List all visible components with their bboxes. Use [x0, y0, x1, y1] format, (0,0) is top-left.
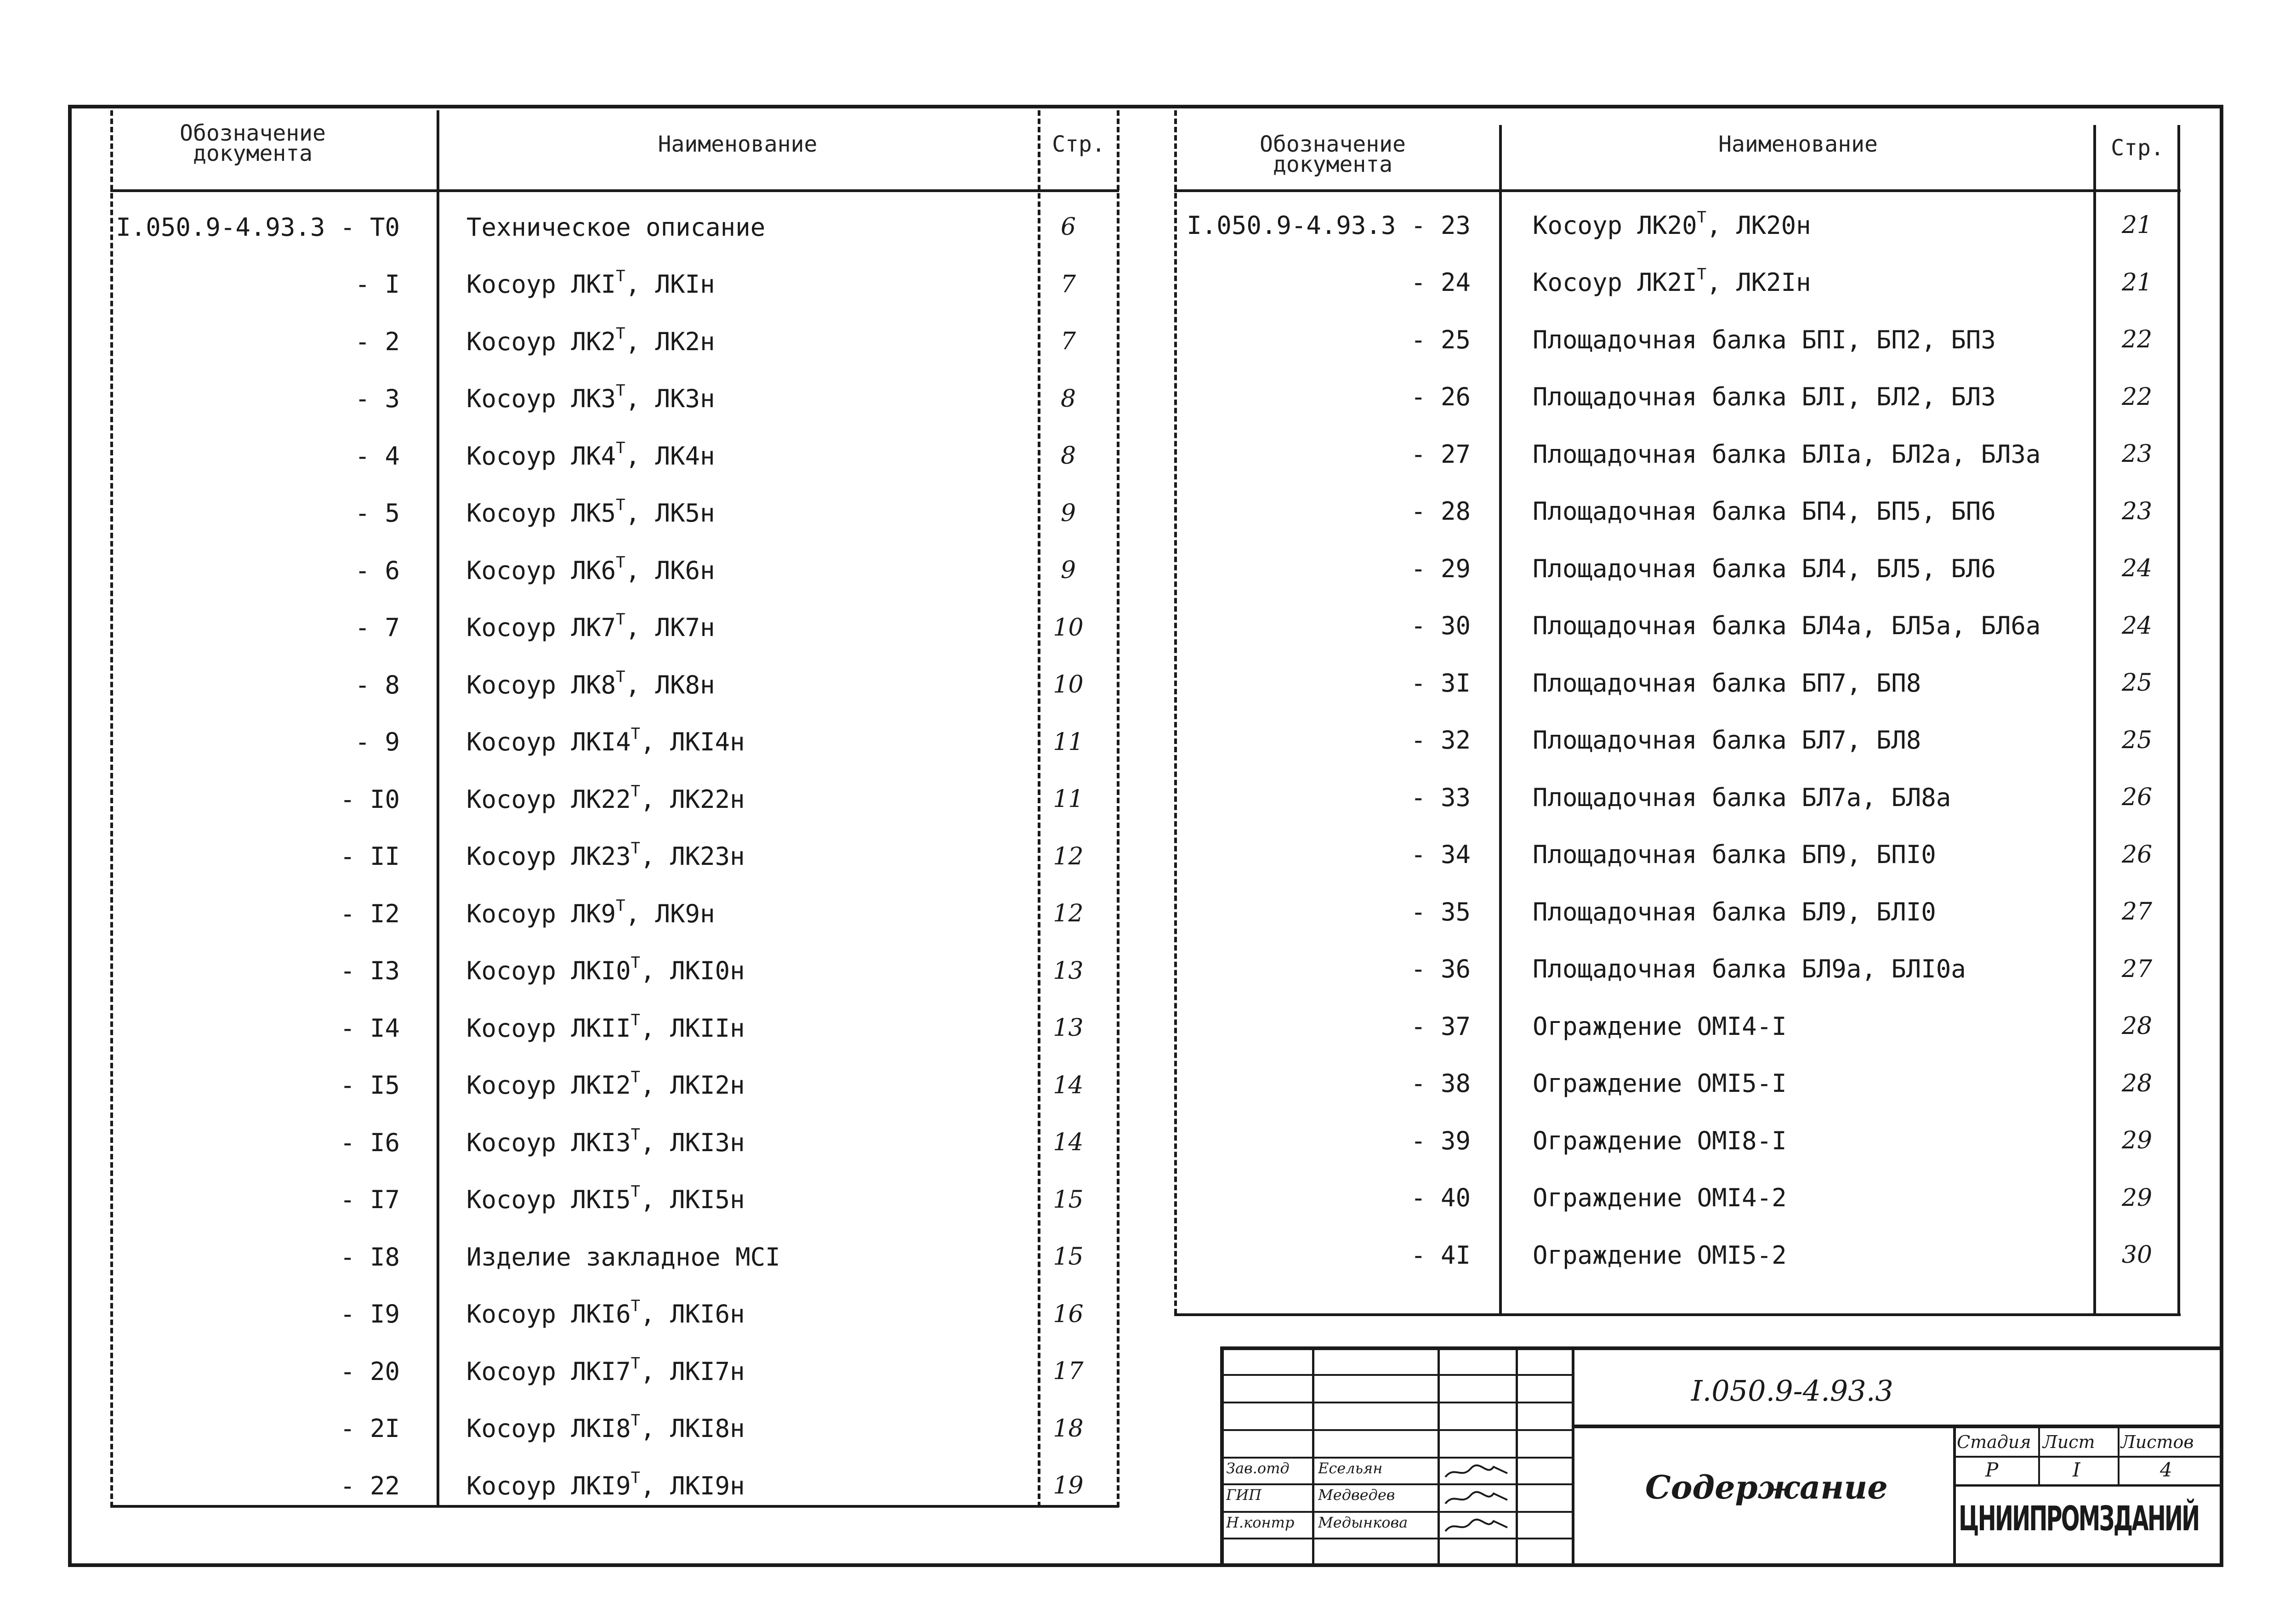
row-name-main: Косоур ЛК20 — [1533, 210, 1697, 240]
stamp-title: Содержание — [1645, 1468, 1888, 1506]
outer-frame-top — [68, 105, 2223, 108]
stamp-doc-code: I.050.9-4.93.3 — [1691, 1374, 1893, 1408]
row-code: I.050.9-4.93.3 - T0 — [116, 212, 400, 242]
row-page: 19 — [1053, 1472, 1084, 1499]
row-name — [1533, 1069, 1787, 1098]
table-row — [0, 826, 2290, 883]
row-name-main: Площадочная балка БЛ9а, БЛI0а — [1533, 954, 1966, 983]
right-header-underline — [1174, 189, 2181, 192]
row-page: 21 — [2121, 211, 2153, 239]
row-page: 28 — [2121, 1012, 2153, 1040]
row-page: 30 — [2121, 1241, 2153, 1269]
row-code: - II — [340, 842, 400, 871]
table-row — [0, 254, 2290, 311]
row-code: - 30 — [1410, 611, 1471, 640]
row-name-main: Косоур ЛК7 — [466, 613, 616, 642]
row-page: 26 — [2121, 784, 2153, 811]
row-code: - 22 — [340, 1471, 400, 1500]
row-name-main: Площадочная балка БЛ7а, БЛ8а — [1533, 783, 1951, 812]
row-name-main: Площадочная балка БЛ4, БЛ5, БЛ6 — [1533, 554, 1996, 583]
row-page: 29 — [2121, 1184, 2153, 1212]
row-page: 13 — [1053, 1014, 1084, 1042]
table-row — [0, 1112, 2290, 1169]
row-page: 10 — [1053, 613, 1084, 642]
row-code: - 8 — [355, 670, 400, 699]
stamp-grid-v2 — [1438, 1346, 1440, 1566]
row-name — [1533, 1183, 1787, 1212]
row-name-main: Ограждение ОМI5-I — [1533, 1069, 1787, 1098]
row-name — [1533, 897, 1936, 926]
signature-name: Медынкова — [1318, 1514, 1408, 1531]
table-row — [0, 998, 2290, 1055]
row-page: 11 — [1053, 785, 1084, 813]
row-name-tail: , ЛК6н — [625, 556, 715, 585]
row-code: - I2 — [340, 899, 400, 928]
table-row — [0, 1343, 2290, 1400]
row-name-main: Косоур ЛКI7 — [466, 1357, 631, 1386]
table-row — [0, 197, 2290, 254]
row-name-superscript: Т — [1697, 208, 1707, 227]
row-name-tail: , ЛКI7н — [640, 1357, 745, 1386]
stamp-grid-h5 — [1220, 1483, 1574, 1485]
row-page: 18 — [1053, 1414, 1084, 1442]
row-code: - 7 — [355, 613, 400, 642]
row-code: - 9 — [355, 727, 400, 756]
row-name-tail: , ЛК2Iн — [1706, 268, 1811, 297]
row-name — [1533, 726, 1921, 755]
row-name-superscript: Т — [616, 896, 625, 915]
row-name-tail: , ЛКI0н — [640, 956, 745, 985]
row-name-superscript: Т — [631, 1068, 641, 1086]
row-name — [1533, 325, 1996, 354]
row-name-tail: , ЛКI4н — [640, 727, 745, 756]
row-name-main: Площадочная балка БП7, БП8 — [1533, 668, 1921, 698]
row-name — [1533, 440, 2040, 469]
row-name-main: Косоур ЛК4 — [466, 441, 616, 471]
table-row — [0, 941, 2290, 998]
row-name-tail: , ЛК4н — [625, 441, 715, 471]
row-name-tail: , ЛКI5н — [640, 1185, 745, 1214]
row-name — [1533, 1126, 1787, 1155]
stamp-grid-h2 — [1220, 1402, 1574, 1403]
row-code: - 27 — [1410, 439, 1471, 469]
row-code: - 26 — [1410, 382, 1471, 411]
row-code: - 36 — [1410, 954, 1471, 983]
row-name-main: Косоур ЛК3 — [466, 384, 616, 413]
row-name-tail: , ЛК2н — [625, 327, 715, 356]
row-name-main: Косоур ЛКI8 — [466, 1414, 631, 1443]
signature-mark-icon — [1443, 1490, 1512, 1506]
stamp-grid-h4 — [1220, 1457, 1574, 1459]
row-page: 13 — [1053, 957, 1084, 985]
row-name-main: Косоур ЛКI3 — [466, 1128, 631, 1157]
row-code: - I5 — [340, 1071, 400, 1100]
row-page: 9 — [1060, 499, 1076, 527]
row-code: - 28 — [1410, 497, 1471, 526]
row-name — [1533, 554, 1996, 583]
table-row — [0, 883, 2290, 940]
row-name-main: Косоур ЛКI9 — [466, 1471, 631, 1500]
row-name-superscript: Т — [631, 1125, 641, 1144]
row-name-tail: , ЛК9н — [625, 899, 715, 928]
table-row — [0, 1400, 2290, 1457]
row-name-main: Площадочная балка БЛ4а, БЛ5а, БЛ6а — [1533, 611, 2041, 640]
row-code: - 38 — [1410, 1069, 1471, 1098]
row-name — [1533, 1241, 1787, 1270]
row-name — [466, 1354, 745, 1386]
row-name-main: Косоур ЛК6 — [466, 556, 616, 585]
row-name-superscript: Т — [616, 324, 625, 343]
row-page: 15 — [1053, 1243, 1084, 1271]
row-code: - 32 — [1410, 726, 1471, 755]
row-name-tail: , ЛКIIн — [640, 1013, 745, 1043]
signature-mark-icon — [1443, 1463, 1512, 1480]
stamp-sheets: 4 — [2160, 1459, 2172, 1481]
row-name-main: Площадочная балка БПI, БП2, БП3 — [1533, 325, 1996, 354]
row-name-superscript: Т — [616, 610, 625, 629]
row-page: 7 — [1060, 270, 1076, 298]
right-header-page: Стр. — [2111, 135, 2164, 161]
row-page: 27 — [2121, 898, 2153, 926]
signature-role: ГИП — [1226, 1486, 1261, 1504]
row-code: - 37 — [1410, 1011, 1471, 1041]
row-name-superscript: Т — [631, 1011, 641, 1029]
stamp-grid-h7 — [1220, 1538, 1574, 1539]
row-name — [1533, 611, 2040, 640]
row-name — [1533, 497, 1996, 526]
row-code: - 24 — [1410, 268, 1471, 297]
row-name-main: Косоур ЛКI2 — [466, 1071, 631, 1100]
row-name-main: Ограждение ОМI4-2 — [1533, 1183, 1787, 1212]
row-name — [1533, 265, 1811, 297]
row-name-main: Площадочная балка БП4, БП5, БП6 — [1533, 497, 1996, 526]
row-name-superscript: Т — [631, 1411, 641, 1430]
row-page: 8 — [1060, 442, 1076, 470]
row-name-tail: , ЛКI9н — [640, 1471, 745, 1500]
row-name-tail: , ЛК5н — [625, 499, 715, 528]
row-name-superscript: Т — [631, 954, 641, 972]
row-name — [1533, 783, 1951, 812]
row-code: - I0 — [340, 784, 400, 814]
row-code: - 35 — [1410, 897, 1471, 926]
row-code: - I9 — [340, 1300, 400, 1329]
row-name-main: Косоур ЛК23 — [466, 842, 631, 871]
stamp-info-v1 — [2038, 1425, 2040, 1485]
stamp-title-divider — [1953, 1425, 1956, 1566]
right-header-name: Наименование — [1718, 131, 1878, 157]
row-page: 23 — [2121, 440, 2153, 468]
row-name-tail: , ЛК8н — [625, 670, 715, 699]
row-page: 12 — [1053, 842, 1084, 870]
row-name-main: Косоур ЛК2I — [1533, 268, 1697, 297]
row-name-superscript: Т — [631, 1297, 641, 1315]
stamp-code-divider — [1572, 1425, 2223, 1428]
row-code: - 3I — [1410, 668, 1471, 698]
row-page: 10 — [1053, 671, 1084, 698]
left-header-page: Стр. — [1052, 131, 1105, 157]
row-code: - 4I — [1410, 1240, 1471, 1270]
row-name-main: Площадочная балка БЛ7, БЛ8 — [1533, 726, 1921, 755]
row-page: 27 — [2121, 955, 2153, 983]
row-page: 16 — [1053, 1300, 1084, 1328]
row-name-main: Ограждение ОМI8-I — [1533, 1126, 1787, 1155]
table-row — [0, 483, 2290, 540]
row-code: - 2 — [355, 327, 400, 356]
row-name-tail: , ЛКI8н — [640, 1414, 745, 1443]
row-page: 23 — [2121, 497, 2153, 525]
signature-name: Медведев — [1318, 1486, 1395, 1504]
row-code: - I4 — [340, 1013, 400, 1043]
row-page: 7 — [1060, 328, 1076, 355]
row-code: - I8 — [340, 1242, 400, 1272]
row-code: - 33 — [1410, 783, 1471, 812]
stamp-grid-v3 — [1516, 1346, 1518, 1566]
row-code: - 2I — [340, 1414, 400, 1443]
table-row — [0, 1457, 2290, 1514]
row-page: 29 — [2121, 1127, 2153, 1154]
row-name-main: Косоур ЛКI5 — [466, 1185, 631, 1214]
row-name-main: Косоур ЛКII — [466, 1013, 631, 1043]
row-name-main: Площадочная балка БП9, БПI0 — [1533, 840, 1936, 869]
table-row — [0, 540, 2290, 597]
table-row — [0, 597, 2290, 654]
row-page: 12 — [1053, 900, 1084, 927]
row-code: - I3 — [340, 956, 400, 985]
table-row — [0, 712, 2290, 769]
row-name-superscript: Т — [1697, 265, 1707, 284]
table-row — [0, 369, 2290, 426]
row-page: 14 — [1053, 1129, 1084, 1156]
row-page: 14 — [1053, 1071, 1084, 1099]
row-page: 26 — [2121, 840, 2153, 869]
row-page: 28 — [2121, 1069, 2153, 1097]
stamp-sheet: I — [2073, 1459, 2080, 1481]
row-name-tail: , ЛКI2н — [640, 1071, 745, 1100]
outer-frame-bottom — [68, 1563, 2223, 1567]
row-name-tail: , ЛКI6н — [640, 1300, 745, 1329]
row-name — [1533, 208, 1811, 240]
stamp-sheet-label: Лист — [2043, 1432, 2095, 1452]
row-code: - 34 — [1410, 840, 1471, 869]
row-name-tail: , ЛКIн — [625, 270, 715, 299]
table-row — [0, 654, 2290, 711]
row-name-superscript: Т — [631, 1182, 641, 1201]
row-name-superscript: Т — [616, 667, 625, 686]
row-code: - I7 — [340, 1185, 400, 1214]
stamp-stage: Р — [1985, 1459, 1999, 1481]
table-row — [0, 1170, 2290, 1227]
row-name-main: Косоур ЛКI0 — [466, 956, 631, 985]
row-name-main: Ограждение ОМI5-2 — [1533, 1240, 1787, 1270]
row-name — [1533, 1012, 1787, 1041]
row-name-tail: , ЛК7н — [625, 613, 715, 642]
stamp-sheets-label: Листов — [2121, 1432, 2194, 1452]
row-name-superscript: Т — [631, 725, 641, 743]
table-row — [0, 1055, 2290, 1112]
row-name-main: Площадочная балка БЛIа, БЛ2а, БЛ3а — [1533, 439, 2041, 469]
row-name-superscript: Т — [631, 1468, 641, 1487]
row-name — [1533, 954, 1966, 983]
row-name-main: Косоур ЛКI — [466, 270, 616, 299]
row-name-superscript: Т — [616, 438, 625, 457]
row-name-main: Косоур ЛК8 — [466, 670, 616, 699]
row-name-main: Косоур ЛК22 — [466, 784, 631, 814]
row-name-main: Косоур ЛКI4 — [466, 727, 631, 756]
row-name — [466, 1297, 745, 1329]
row-name-main: Площадочная балка БЛI, БЛ2, БЛ3 — [1533, 382, 1996, 411]
stamp-top — [1220, 1346, 2223, 1350]
row-page: 17 — [1053, 1357, 1084, 1385]
left-header-code: Обозначение документа — [180, 120, 326, 166]
right-header-code: Обозначение документа — [1260, 131, 1406, 177]
table-row — [0, 769, 2290, 826]
row-code: - 39 — [1410, 1126, 1471, 1155]
row-name-superscript: Т — [631, 1354, 641, 1373]
stamp-grid-h3 — [1220, 1429, 1574, 1431]
row-page: 22 — [2121, 383, 2153, 411]
row-name-superscript: Т — [616, 553, 625, 572]
row-name-superscript: Т — [631, 782, 641, 801]
row-page: 25 — [2121, 726, 2153, 754]
row-code: - 6 — [355, 556, 400, 585]
stamp-grid-h6 — [1220, 1511, 1574, 1513]
row-name-tail: , ЛК23н — [640, 842, 745, 871]
row-name-main: Ограждение ОМI4-I — [1533, 1011, 1787, 1041]
signature-role: Зав.отд — [1226, 1459, 1290, 1477]
row-name-main: Техническое описание — [466, 212, 766, 242]
left-header-underline — [110, 189, 1119, 192]
row-name-main: Косоур ЛК2 — [466, 327, 616, 356]
row-name — [1533, 840, 1936, 869]
row-name-main: Площадочная балка БЛ9, БЛI0 — [1533, 897, 1936, 926]
stamp-grid-v1 — [1312, 1346, 1314, 1566]
row-page: 9 — [1060, 556, 1076, 584]
table-row — [0, 1227, 2290, 1283]
row-page: 8 — [1060, 385, 1076, 413]
row-page: 11 — [1053, 728, 1084, 756]
row-code: - 4 — [355, 441, 400, 471]
row-code: - 20 — [340, 1357, 400, 1386]
stamp-info-v2 — [2118, 1425, 2120, 1485]
row-page: 15 — [1053, 1186, 1084, 1214]
row-name-superscript: Т — [616, 267, 625, 285]
row-code: I.050.9-4.93.3 - 23 — [1187, 210, 1471, 240]
stamp-grid-h1 — [1220, 1374, 1574, 1376]
row-name — [466, 1411, 745, 1443]
stamp-stage-label: Стадия — [1957, 1432, 2031, 1452]
row-name — [1533, 669, 1921, 698]
row-code: - 5 — [355, 499, 400, 528]
row-name — [466, 1468, 745, 1500]
left-header-name: Наименование — [658, 131, 818, 157]
row-name-main: Косоур ЛК9 — [466, 899, 616, 928]
row-name-tail: , ЛК22н — [640, 784, 745, 814]
row-page: 6 — [1060, 213, 1076, 241]
signature-role: Н.контр — [1226, 1514, 1295, 1531]
table-row — [0, 426, 2290, 483]
stamp-info-h1 — [1953, 1456, 2223, 1458]
row-name-main: Косоур ЛК5 — [466, 499, 616, 528]
stamp-grid-v4 — [1572, 1346, 1574, 1566]
row-name-superscript: Т — [631, 839, 641, 857]
row-code: - 29 — [1410, 554, 1471, 583]
row-page: 24 — [2121, 555, 2153, 582]
row-name-superscript: Т — [616, 381, 625, 400]
row-code: - I — [355, 270, 400, 299]
row-name-tail: , ЛК20н — [1706, 210, 1811, 240]
row-code: - 3 — [355, 384, 400, 413]
stamp-left — [1220, 1346, 1224, 1566]
stamp-organization: ЦНИИПРОМЗДАНИЙ — [1959, 1499, 2199, 1539]
row-page: 24 — [2121, 612, 2153, 640]
table-row — [0, 311, 2290, 368]
signature-mark-icon — [1443, 1517, 1512, 1534]
row-code: - 25 — [1410, 325, 1471, 354]
row-name-tail: , ЛКI3н — [640, 1128, 745, 1157]
row-page: 25 — [2121, 669, 2153, 697]
right-table-bottom — [1174, 1313, 2181, 1316]
stamp-info-h2 — [1953, 1484, 2223, 1487]
row-code: - 40 — [1410, 1183, 1471, 1212]
row-name-tail: , ЛК3н — [625, 384, 715, 413]
row-page: 21 — [2121, 268, 2153, 296]
signature-name: Есельян — [1318, 1459, 1383, 1477]
row-name — [1533, 382, 1996, 411]
row-code: - I6 — [340, 1128, 400, 1157]
row-name-main: Косоур ЛКI6 — [466, 1300, 631, 1329]
row-name-superscript: Т — [616, 496, 625, 514]
row-name-main: Изделие закладное МСI — [466, 1242, 780, 1272]
row-page: 22 — [2121, 326, 2153, 353]
